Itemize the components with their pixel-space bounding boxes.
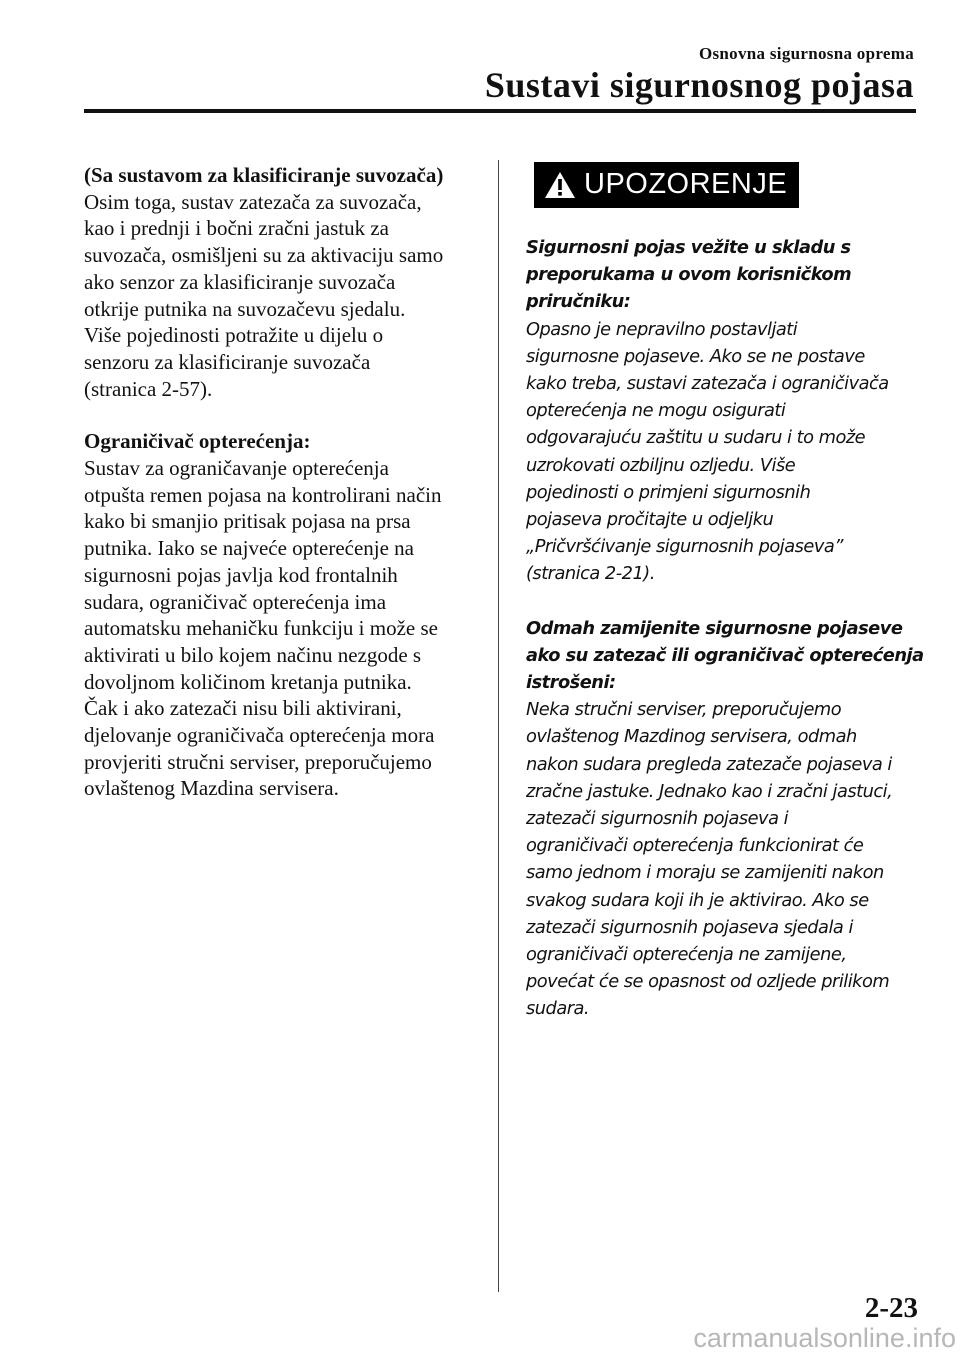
text-line: pojedinosti o primjeni sigurnosnih bbox=[526, 481, 811, 503]
classification-text bbox=[84, 189, 478, 403]
left-column bbox=[84, 162, 478, 802]
text-line: kako treba, sustavi zatezača i ograničivača bbox=[526, 373, 889, 395]
text-line: Neka stručni serviser, preporučujemo bbox=[526, 699, 842, 721]
warning-column bbox=[526, 162, 924, 1023]
column-divider bbox=[498, 160, 499, 1292]
text-line: sudara, ograničivač opterećenja ima bbox=[84, 589, 387, 614]
load-limiter-heading: Ograničivač opterećenja: bbox=[84, 429, 311, 454]
text-line: putnika. Iako se najveće opterećenje na bbox=[84, 536, 415, 561]
text-line: Sigurnosni pojas vežite u skladu s bbox=[526, 237, 851, 258]
load-limiter-text bbox=[84, 455, 478, 802]
warning-text-1 bbox=[526, 316, 924, 588]
text-line: povećat će se opasnost od ozljede prilikom bbox=[526, 971, 890, 993]
text-line: pojaseva pročitajte u odjeljku bbox=[526, 509, 774, 531]
text-line: kao i prednji i bočni zračni jastuk za bbox=[84, 216, 389, 241]
header-rule bbox=[84, 109, 916, 113]
text-line: ovlaštenog Mazdina servisera. bbox=[84, 776, 339, 801]
text-line: Opasno je nepravilno postavljati bbox=[526, 318, 798, 340]
text-line: senzoru za klasificiranje suvozača bbox=[84, 349, 371, 374]
text-line: sigurnosni pojas javlja kod frontalnih bbox=[84, 562, 398, 587]
text-line: kako bi smanjio pritisak pojasa na prsa bbox=[84, 509, 411, 534]
text-line: „Pričvršćivanje sigurnosnih pojaseva” bbox=[526, 536, 843, 558]
text-line: Sustav za ograničavanje opterećenja bbox=[84, 456, 389, 481]
text-line: ovlaštenog Mazdinog servisera, odmah bbox=[526, 726, 857, 748]
text-line: Čak i ako zatezači nisu bili aktivirani, bbox=[84, 696, 402, 721]
text-line: zračne jastuke. Jednako kao i zračni jastuci, bbox=[526, 780, 893, 802]
page-title: Sustavi sigurnosnog pojasa bbox=[484, 65, 914, 105]
section-header: Osnovna sigurnosna oprema bbox=[698, 44, 914, 63]
text-line: Odmah zamijenite sigurnosne pojaseve bbox=[526, 617, 903, 639]
text-line: nakon sudara pregleda zatezače pojaseva i bbox=[526, 753, 892, 775]
text-line: istrošeni: bbox=[526, 672, 616, 694]
text-line: otpušta remen pojasa na kontrolirani način bbox=[84, 482, 442, 507]
text-line: sudara. bbox=[526, 998, 590, 1020]
text-line: aktivirati u bilo kojem načinu nezgode s bbox=[84, 642, 422, 667]
text-line: opterećenja ne mogu osigurati bbox=[526, 400, 786, 422]
text-line: zatezači sigurnosnih pojaseva i bbox=[526, 808, 789, 830]
text-line: automatsku mehaničku funkciju i može se bbox=[84, 616, 438, 641]
text-line: svakog sudara koji ih je aktivirao. Ako se bbox=[526, 889, 869, 911]
text-line: ako senzor za klasificiranje suvozača bbox=[84, 269, 396, 294]
warning-heading-2 bbox=[526, 615, 924, 697]
text-line: ako su zatezač ili ograničivač opterećenja bbox=[526, 644, 924, 666]
text-line: Osim toga, sustav zatezača za suvozača, bbox=[84, 189, 422, 214]
warning-label: UPOZORENJE bbox=[584, 168, 788, 201]
text-line: ograničivači opterećenja ne zamijene, bbox=[526, 944, 847, 966]
warning-triangle-icon bbox=[544, 171, 576, 199]
text-line: zatezači sigurnosnih pojaseva sjedala i bbox=[526, 916, 853, 938]
page-number: 2-23 bbox=[864, 1292, 918, 1324]
text-line: uzrokovati ozbiljnu ozljedu. Više bbox=[526, 454, 796, 476]
text-line: (stranica 2-21). bbox=[526, 563, 655, 585]
warning-heading-1 bbox=[526, 234, 924, 316]
text-line: preporukama u ovom korisničkom bbox=[526, 264, 852, 286]
text-line: priručniku: bbox=[526, 291, 631, 313]
watermark: carmanualsonline.info bbox=[693, 1323, 956, 1353]
text-line: odgovarajuću zaštitu u sudaru i to može bbox=[526, 427, 866, 449]
warning-banner bbox=[534, 162, 799, 208]
text-line: provjeriti stručni serviser, preporučujemo bbox=[84, 749, 432, 774]
text-line: dovoljnom količinom kretanja putnika. bbox=[84, 669, 412, 694]
text-line: sigurnosne pojaseve. Ako se ne postave bbox=[526, 345, 865, 367]
text-line: djelovanje ograničivača opterećenja mora bbox=[84, 723, 435, 748]
classification-heading: (Sa sustavom za klasificiranje suvozača) bbox=[84, 163, 444, 187]
text-line: Više pojedinosti potražite u dijelu o bbox=[84, 323, 384, 348]
text-line: suvozača, osmišljeni su za aktivaciju samo bbox=[84, 243, 444, 268]
text-line: samo jednom i moraju se zamijeniti nakon bbox=[526, 862, 884, 884]
text-line: otkrije putnika na suvozačevu sjedalu. bbox=[84, 296, 406, 321]
warning-text-2 bbox=[526, 696, 924, 1022]
text-line: (stranica 2-57). bbox=[84, 376, 213, 401]
text-line: ograničivači opterećenja funkcionirat će bbox=[526, 835, 864, 857]
